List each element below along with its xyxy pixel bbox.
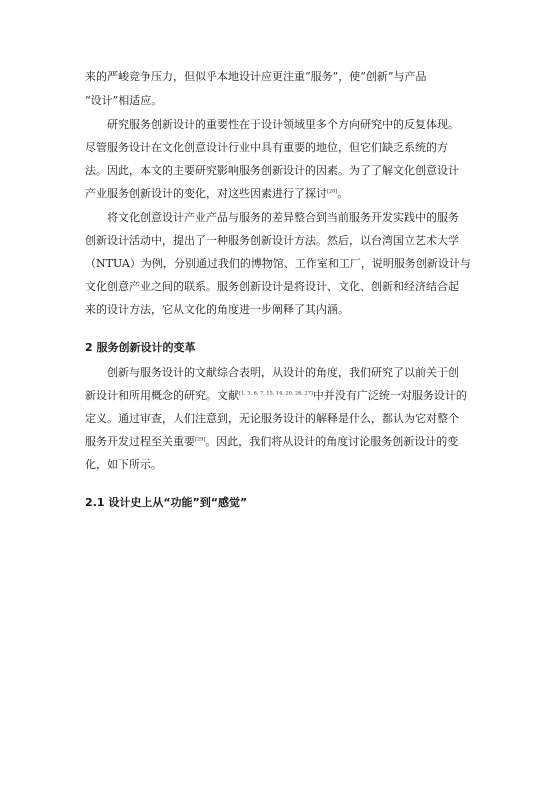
text-span: 。因此，我们将从设计的角度讨论服务创新设计的变 [205, 435, 459, 448]
paragraph-line: 将文化创意设计产业产品与服务的差异整合到当前服务开发实践中的服务 [107, 211, 459, 224]
paragraph-line: 创新设计活动中，提出了一种服务创新设计方法。然后，以台湾国立艺术大学 [85, 234, 459, 247]
citation-ref: [29] [195, 436, 206, 443]
text-span: 服务开发过程至关重要 [85, 435, 195, 448]
paragraph-line: 定义。通过审查，人们注意到，无论服务设计的解释是什么，都认为它对整个 [85, 412, 459, 425]
citation-ref: [1, 3, 6, 7, 15, 14, 20, 26, 27] [239, 390, 313, 397]
text-span: 新设计和所用概念的研究。文献 [85, 389, 239, 402]
paragraph-line: 法。因此，本文的主要研究影响服务创新设计的因素。为了了解文化创意设计 [85, 164, 459, 177]
paragraph-line: 来的严峻竞争压力，但似乎本地设计应更注重“服务”，使“创新”与产品 [85, 70, 427, 83]
paragraph-line [85, 187, 348, 201]
paragraph-line: （NTUA）为例，分别通过我们的博物馆、工作室和工厂，说明服务创新设计与 [85, 257, 471, 270]
subsection-heading: 2.1 设计史上从“功能”到“感觉” [85, 496, 248, 509]
text-span: 产业服务创新设计的变化，对这些因素进行了探讨 [85, 187, 327, 200]
paragraph-line: 化，如下所示。 [85, 458, 162, 471]
paragraph-line: 研究服务创新设计的重要性在于设计领域里多个方向研究中的反复体现。 [107, 118, 459, 131]
paragraph-line [85, 435, 458, 449]
paragraph-line: 文化创意产业之间的联系。服务创新设计是将设计、文化、创新和经济结合起 [85, 280, 459, 293]
paragraph-line: “设计”相适应。 [85, 94, 163, 107]
citation-ref: [28] [327, 188, 338, 195]
paragraph-line: 创新与服务设计的文献综合表明，从设计的角度，我们研究了以前关于创 [107, 366, 459, 379]
paragraph-line [85, 389, 467, 403]
paragraph-line: 来的设计方法，它从文化的角度进一步阐释了其内涵。 [85, 303, 349, 316]
section-heading: 2 服务创新设计的变革 [85, 341, 196, 354]
text-span: 。 [337, 187, 349, 200]
paragraph-line: 尽管服务设计在文化创意设计行业中具有重要的地位，但它们缺乏系统的方 [85, 141, 448, 154]
text-span: 中并没有广泛统一对服务设计的 [312, 389, 467, 402]
